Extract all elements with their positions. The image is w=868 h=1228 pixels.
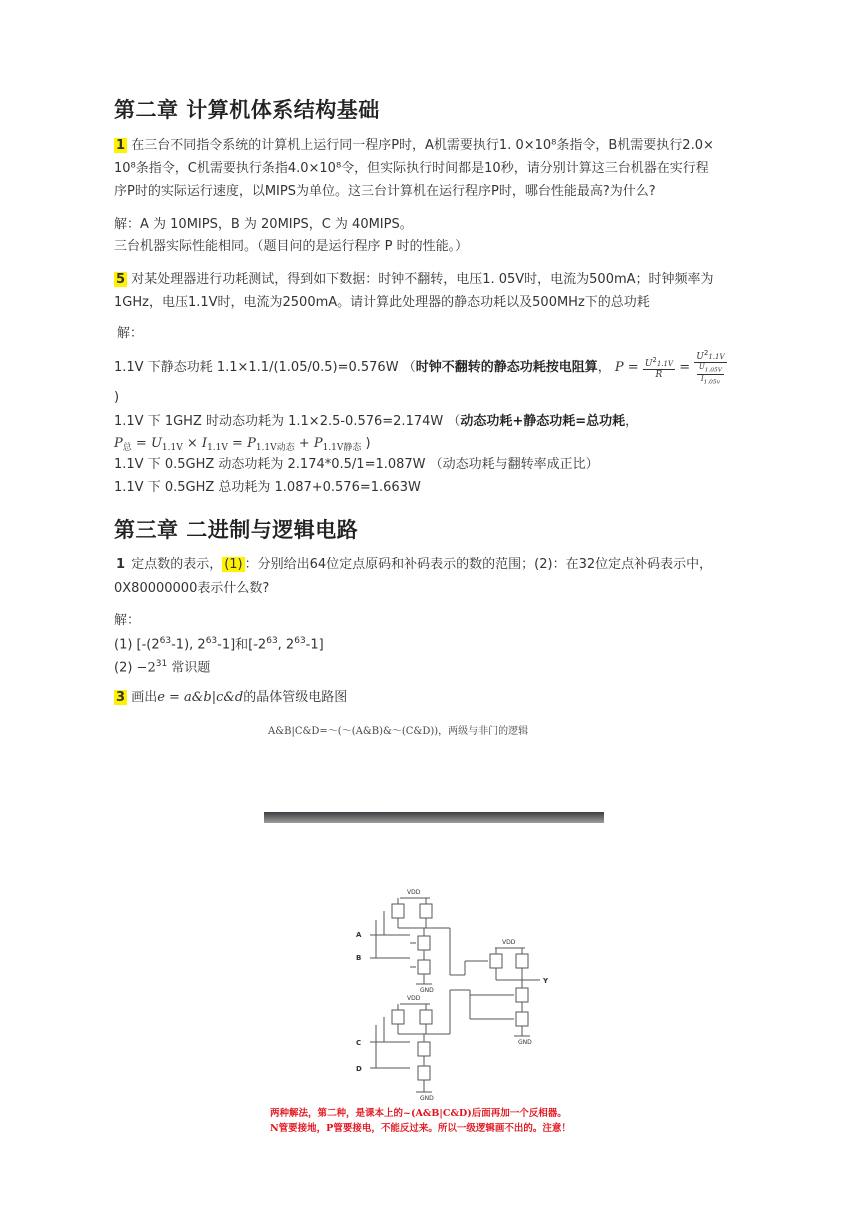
question-text-line3: 序P时的实际运行速度，以MIPS为单位。这三台计算机在运行程序P时，哪台性能最高?为什么? [114,184,656,199]
answer-note: 常识题 [171,660,211,676]
total-power-formula: $P_总 = U_{1.1V} \times I_{1.1V} = P_{1.1V动态} + P_{1.1V静态}$ ) [114,436,371,453]
question-number: 1 [116,138,126,153]
input-c-label: C [356,1039,362,1047]
chapter-2-title: 第二章 计算机体系结构基础 [114,98,380,122]
question-text-line1: 对某处理器进行功耗测试，得到如下数据：时钟不翻转，电压1. 05V时，电流为500mA；时钟频率为 [131,272,714,287]
output-y-label: Y [543,977,549,985]
gnd-label: GND [420,987,434,994]
question-text-line2: 0X80000000表示什么数? [114,581,270,596]
question-3-3 [114,686,347,709]
vdd-label: VDD [407,889,421,896]
transistor-circuit-diagram [340,880,560,1105]
answer-label: 解： [117,326,144,341]
question-3-1 [114,553,712,576]
static-power-note: 时钟不翻转的静态功耗按电阻算 [415,359,598,375]
question-text-post: 的晶体管级电路图 [243,690,348,705]
static-power-close: ) [114,390,120,405]
answer-line2: 三台机器实际性能相同。（题目问的是运行程序 P 时的性能。） [114,239,469,254]
question-text-line2: 10⁸条指令，C机需要执行条指4.0×10⁸令，但实际执行时间都是10秒，请分别计算这三台机器在实行程 [114,161,709,176]
static-power-formula: P = $\frac{U^21.1V}{R}$ = $\frac{U^21.1V}{\frac{U_{1.05V}}{I_{1.05v}}}$ [614,349,725,386]
question-2-5 [114,268,714,291]
gnd-label: GND [420,1095,434,1102]
question-2-1 [114,134,714,157]
dynamic-power-half-freq: 1.1V 下 0.5GHZ 动态功耗为 2.174*0.5/1=1.087W （动态功耗与翻转率成正比） [114,457,599,472]
question-number: 1 [116,557,126,572]
question-text-line1: 在三台不同指令系统的计算机上运行同一程序P时，A机需要执行1. 0×10⁸条指令，B机需要执行2.0× [131,138,714,153]
answer-line1: 解：A 为 10MIPS，B 为 20MIPS，C 为 40MIPS。 [114,217,413,232]
input-b-label: B [356,954,362,962]
figure-note-1: 两种解法，第二种，是课本上的~(A&B|C&D)后面再加一个反相器。 [270,1108,567,1119]
figure-caption: A&B|C&D=～(～(A&B)&～(C&D))，两级与非门的逻辑 [268,726,529,737]
dynamic-power-line: 1.1V 下 1GHZ 时动态功耗为 1.1×2.5-0.576=2.174W （动态功耗+静态功耗=总功耗， [114,414,639,429]
dynamic-power-text: 1.1V 下 1GHZ 时动态功耗为 1.1×2.5-0.576=2.174W （ [114,414,461,429]
total-power-half-freq: 1.1V 下 0.5GHZ 总功耗为 1.087+0.576=1.663W [114,480,421,495]
answer-range: (1) [$-(2^{63}-1)$, $2^{63}-1$]和[$-2^{63}$, $2^{63}-1$] [114,636,324,653]
static-power-text: 1.1V 下静态功耗 1.1×1.1/(1.05/0.5)=0.576W （ [114,359,416,375]
chapter-3-title: 第三章 二进制与逻辑电路 [114,518,359,542]
vdd-label: VDD [407,995,421,1002]
input-d-label: D [356,1065,362,1073]
logic-expression: e = a&b|c&d [157,690,244,705]
gnd-label: GND [518,1039,532,1046]
vdd-label: VDD [502,939,516,946]
question-text-pre: 画出 [131,690,158,705]
question-text-line2: 1GHz，电压1.1V时，电流为2500mA。请计算此处理器的静态功耗以及500MHz下的总功耗 [114,295,650,310]
question-number: 3 [116,690,126,705]
question-text-rest: ：分别给出64位定点原码和补码表示的数的范围；(2)：在32位定点补码表示中， [244,557,713,572]
highlight-part1: (1) [224,557,243,572]
figure-note-2: N管要接地，P管要接电，不能反过来。所以一级逻辑画不出的。注意！ [270,1123,571,1134]
question-text-pre: 定点数的表示， [131,557,223,572]
dynamic-power-note: 动态功耗+静态功耗=总功耗 [460,414,626,429]
answer-label: 解： [114,613,141,628]
image-top-bar [264,812,604,823]
input-a-label: A [356,931,362,939]
question-number: 5 [116,272,126,287]
static-power-line: 1.1V 下静态功耗 1.1×1.1/(1.05/0.5)=0.576W （时钟不翻转的静态功耗按电阻算， P = $\frac{U^21.1V}{R}$ = $\frac{U^21.1V}{\frac{U_{1.05V}}{I_{1.05v}}}$ [114,349,725,386]
answer-value: $(2) -2^{31}$ 常识题 [114,659,211,676]
